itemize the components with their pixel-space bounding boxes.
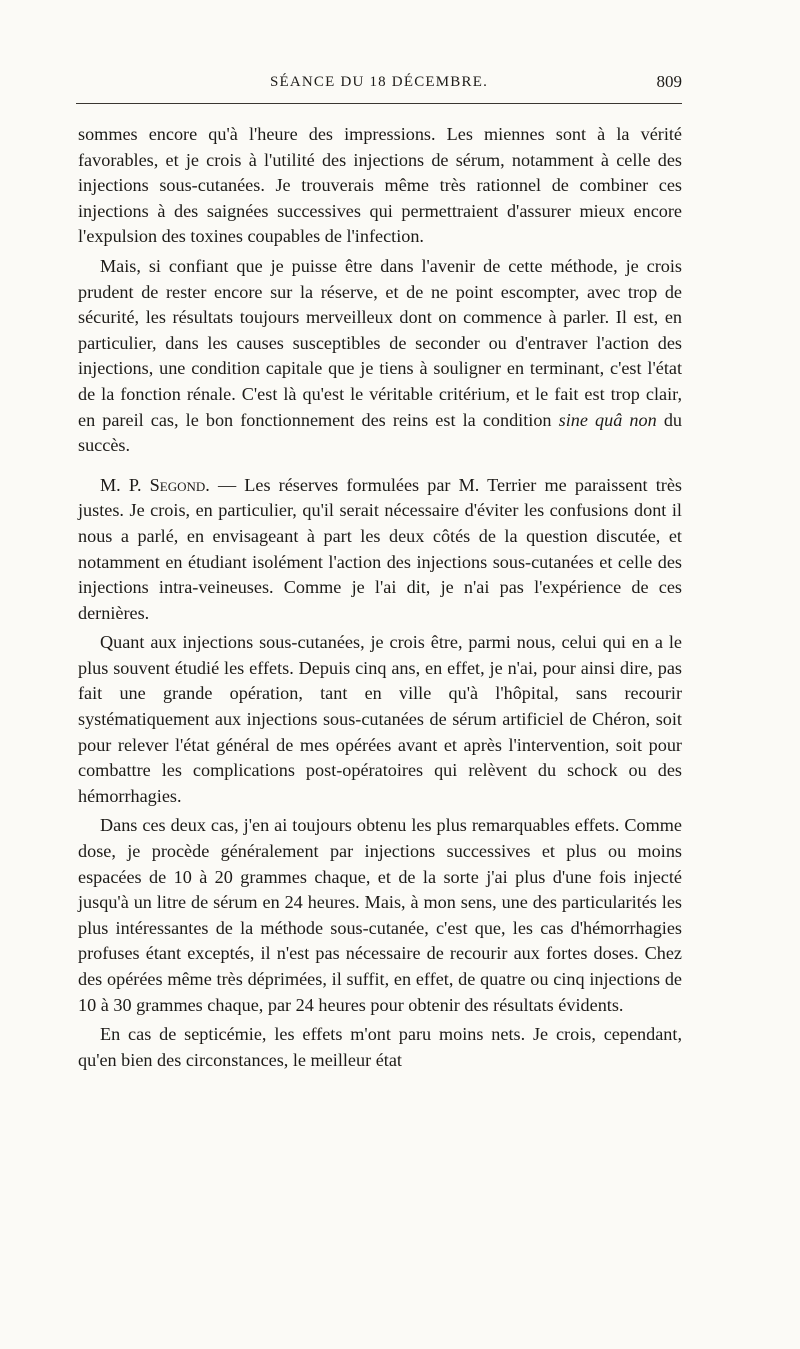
latin-phrase: sine quâ non [558, 409, 657, 430]
paragraph-3-text: — Les réserves formulées par M. Terrier me paraissent très justes. Je crois, en particulier, qu'il serait nécessaire d'éviter les confusions dont il nous a parlé, en envisageant à part les deux côtés de la question discutée, et notamment en étudiant isolément l'action des injections sous-cutanées et celle des injections intra-veineuses. Comme je l'ai dit, je n'ai pas l'expérience de ces dernières. [78, 474, 682, 623]
running-title: SÉANCE DU 18 DÉCEMBRE. [269, 74, 489, 90]
paragraph-5-text: Dans ces deux cas, j'en ai toujours obtenu les plus remarquables effets. Comme dose, je procède généralement par injections successives et plus ou moins espacées de 10 à 20 grammes chaque, et de la sorte j'ai plus d'une fois injecté jusqu'à un litre de sérum en 24 heures. Mais, à mon sens, une des particularités les plus intéressantes de la méthode sous-cutanée, c'est que, les cas d'hémorrhagies profuses étant exceptés, il n'est pas nécessaire de recourir aux fortes doses. Chez des opérées même très déprimées, il suffit, en effet, de quatre ou cinq injections de 10 à 30 grammes chaque, par 24 heures pour obtenir des résultats évidents. [78, 815, 682, 1015]
speaker-name: Segond. [149, 474, 210, 495]
paragraph-3 [78, 473, 682, 627]
paragraph-4 [78, 630, 682, 809]
paragraph-2-end: du succès. [78, 409, 683, 456]
page-header [76, 74, 682, 100]
paragraph-1-text: sommes encore qu'à l'heure des impressions. Les miennes sont à la vérité favorables, et je crois à l'utilité des injections de sérum, notamment à celle des injections sous-cutanées. Je trouverais même très rationnel de combiner ces injections à des saignées successives qui permettraient d'assurer mieux encore l'expulsion des toxines coupables de l'infection. [78, 124, 682, 247]
page-number: 809 [656, 72, 682, 91]
paragraph-1 [78, 122, 682, 250]
body-text [78, 122, 682, 1077]
paragraph-4-text: Quant aux injections sous-cutanées, je crois être, parmi nous, celui qui en a le plus souvent étudié les effets. Depuis cinq ans, en effet, je n'ai, pour ainsi dire, pas fait une grande opération, tant en ville qu'à l'hôpital, sans recourir systématiquement aux injections sous-cutanées de sérum artificiel de Chéron, soit pour relever l'état général de mes opérées avant et après l'intervention, soit pour combattre les complications post-opératoires qui relèvent du schock ou des hémorrhagies. [78, 632, 682, 806]
paragraph-5 [78, 813, 682, 1018]
paragraph-6-text: En cas de septicémie, les effets m'ont paru moins nets. Je crois, cependant, qu'en bien des circonstances, le meilleur état [78, 1024, 682, 1070]
header-rule [76, 103, 682, 104]
paragraph-2-text: Mais, si confiant que je puisse être dans l'avenir de cette méthode, je crois prudent de rester encore sur la réserve, et de ne point escompter, avec trop de sécurité, les résultats toujours merveilleux dont on commence à parler. Il est, en particulier, dans les causes susceptibles de seconder ou d'entraver l'action des injections, une condition capitale que je tiens à souligner en terminant, c'est l'état de la fonction rénale. C'est là qu'est le véritable critérium, et le fait est trop clair, en pareil cas, le bon fonctionnement des reins est la condition [78, 255, 682, 430]
paragraph-2 [78, 254, 682, 459]
paragraph-6 [78, 1022, 682, 1073]
speaker-prefix: M. P. [100, 474, 150, 495]
